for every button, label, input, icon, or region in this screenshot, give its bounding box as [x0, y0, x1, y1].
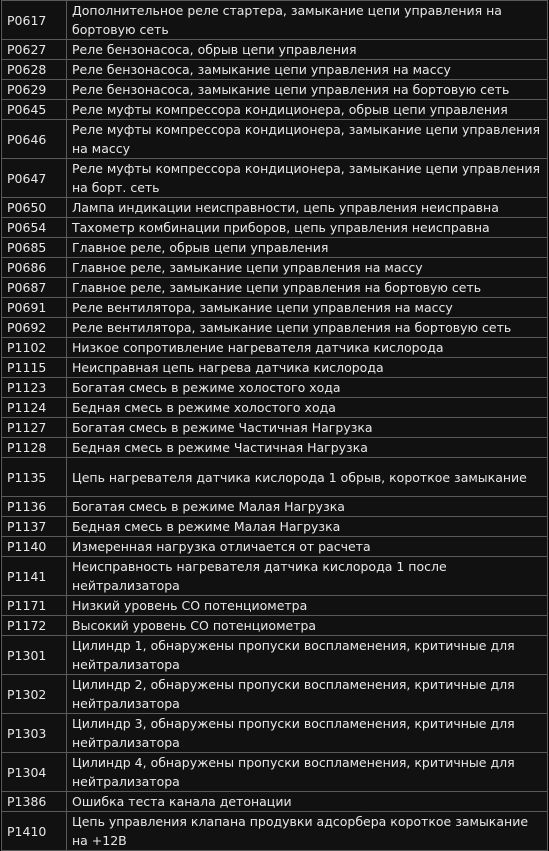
table-row [2, 675, 548, 714]
error-description: Низкий уровень СО потенциометра [67, 596, 548, 616]
table-row [2, 198, 548, 218]
table-row [2, 458, 548, 497]
table-row [2, 258, 548, 278]
table-row [2, 537, 548, 557]
error-code: P1102 [2, 338, 67, 358]
error-code: P1136 [2, 497, 67, 517]
error-code: P1140 [2, 537, 67, 557]
error-description: Реле муфты компрессора кондиционера, замыкание цепи управления на массу [67, 120, 548, 159]
error-description: Богатая смесь в режиме холостого хода [67, 378, 548, 398]
table-row [2, 497, 548, 517]
error-code: P1123 [2, 378, 67, 398]
error-code: P0629 [2, 80, 67, 100]
error-description: Главное реле, обрыв цепи управления [67, 238, 548, 258]
table-row [2, 318, 548, 338]
error-code: P1301 [2, 636, 67, 675]
error-code: P0685 [2, 238, 67, 258]
error-code: P0646 [2, 120, 67, 159]
error-code: P1303 [2, 714, 67, 753]
error-code: P1137 [2, 517, 67, 537]
error-code: P1127 [2, 418, 67, 438]
error-code: P0645 [2, 100, 67, 120]
table-row [2, 80, 548, 100]
error-code: P0654 [2, 218, 67, 238]
error-description: Цилиндр 1, обнаружены пропуски воспламенения, критичные для нейтрализатора [67, 636, 548, 675]
error-code: P1171 [2, 596, 67, 616]
error-description: Реле бензонасоса, замыкание цепи управления на массу [67, 60, 548, 80]
error-description: Реле вентилятора, замыкание цепи управления на массу [67, 298, 548, 318]
error-description: Тахометр комбинации приборов, цепь управления неисправна [67, 218, 548, 238]
error-code: P1124 [2, 398, 67, 418]
error-code: P1115 [2, 358, 67, 378]
table-row [2, 616, 548, 636]
error-description: Цилиндр 4, обнаружены пропуски воспламенения, критичные для нейтрализатора [67, 753, 548, 792]
error-code: P1302 [2, 675, 67, 714]
error-code: P1304 [2, 753, 67, 792]
table-row [2, 438, 548, 458]
error-description: Цилиндр 2, обнаружены пропуски воспламенения, критичные для нейтрализатора [67, 675, 548, 714]
error-code: P1386 [2, 792, 67, 812]
error-code: P1128 [2, 438, 67, 458]
error-description: Реле вентилятора, замыкание цепи управления на бортовую сеть [67, 318, 548, 338]
table-row [2, 378, 548, 398]
table-row [2, 557, 548, 596]
error-description: Высокий уровень СО потенциометра [67, 616, 548, 636]
error-code: P0628 [2, 60, 67, 80]
table-row [2, 358, 548, 378]
error-code: P0647 [2, 159, 67, 198]
error-description: Бедная смесь в режиме холостого хода [67, 398, 548, 418]
error-description: Цепь управления клапана продувки адсорбера короткое замыкание на +12В [67, 812, 548, 851]
error-code: P0650 [2, 198, 67, 218]
table-row [2, 812, 548, 851]
table-row [2, 714, 548, 753]
error-description: Реле муфты компрессора кондиционера, обрыв цепи управления [67, 100, 548, 120]
table-row [2, 40, 548, 60]
error-code: P1410 [2, 812, 67, 851]
error-code: P0686 [2, 258, 67, 278]
table-row [2, 60, 548, 80]
error-code: P0691 [2, 298, 67, 318]
table-row [2, 792, 548, 812]
error-codes-table [1, 0, 548, 851]
table-row [2, 338, 548, 358]
table-row [2, 753, 548, 792]
table-row [2, 120, 548, 159]
table-row [2, 596, 548, 616]
error-description: Богатая смесь в режиме Малая Нагрузка [67, 497, 548, 517]
error-code: P0687 [2, 278, 67, 298]
error-description: Реле бензонасоса, замыкание цепи управления на бортовую сеть [67, 80, 548, 100]
error-description: Измеренная нагрузка отличается от расчета [67, 537, 548, 557]
table-row [2, 517, 548, 537]
error-description: Лампа индикации неисправности, цепь управления неисправна [67, 198, 548, 218]
error-code: P0627 [2, 40, 67, 60]
error-description: Бедная смесь в режиме Частичная Нагрузка [67, 438, 548, 458]
error-code: P0692 [2, 318, 67, 338]
error-description: Цепь нагревателя датчика кислорода 1 обрыв, короткое замыкание [67, 458, 548, 497]
table-row [2, 100, 548, 120]
error-description: Дополнительное реле стартера, замыкание цепи управления на бортовую сеть [67, 1, 548, 40]
error-description: Реле муфты компрессора кондиционера, замыкание цепи управления на борт. сеть [67, 159, 548, 198]
table-row [2, 398, 548, 418]
table-row [2, 418, 548, 438]
error-description: Ошибка теста канала детонации [67, 792, 548, 812]
error-description: Цилиндр 3, обнаружены пропуски воспламенения, критичные для нейтрализатора [67, 714, 548, 753]
table-row [2, 298, 548, 318]
error-code: P0617 [2, 1, 67, 40]
table-row [2, 1, 548, 40]
error-code: P1172 [2, 616, 67, 636]
error-description: Главное реле, замыкание цепи управления на массу [67, 258, 548, 278]
error-code: P1141 [2, 557, 67, 596]
error-description: Реле бензонасоса, обрыв цепи управления [67, 40, 548, 60]
error-description: Бедная смесь в режиме Малая Нагрузка [67, 517, 548, 537]
error-description: Богатая смесь в режиме Частичная Нагрузка [67, 418, 548, 438]
table-row [2, 278, 548, 298]
error-description: Неисправность нагревателя датчика кислорода 1 после нейтрализатора [67, 557, 548, 596]
table-row [2, 238, 548, 258]
error-description: Неисправная цепь нагрева датчика кислорода [67, 358, 548, 378]
error-code: P1135 [2, 458, 67, 497]
error-description: Низкое сопротивление нагревателя датчика кислорода [67, 338, 548, 358]
table-row [2, 159, 548, 198]
error-description: Главное реле, замыкание цепи управления на бортовую сеть [67, 278, 548, 298]
table-row [2, 218, 548, 238]
table-row [2, 636, 548, 675]
